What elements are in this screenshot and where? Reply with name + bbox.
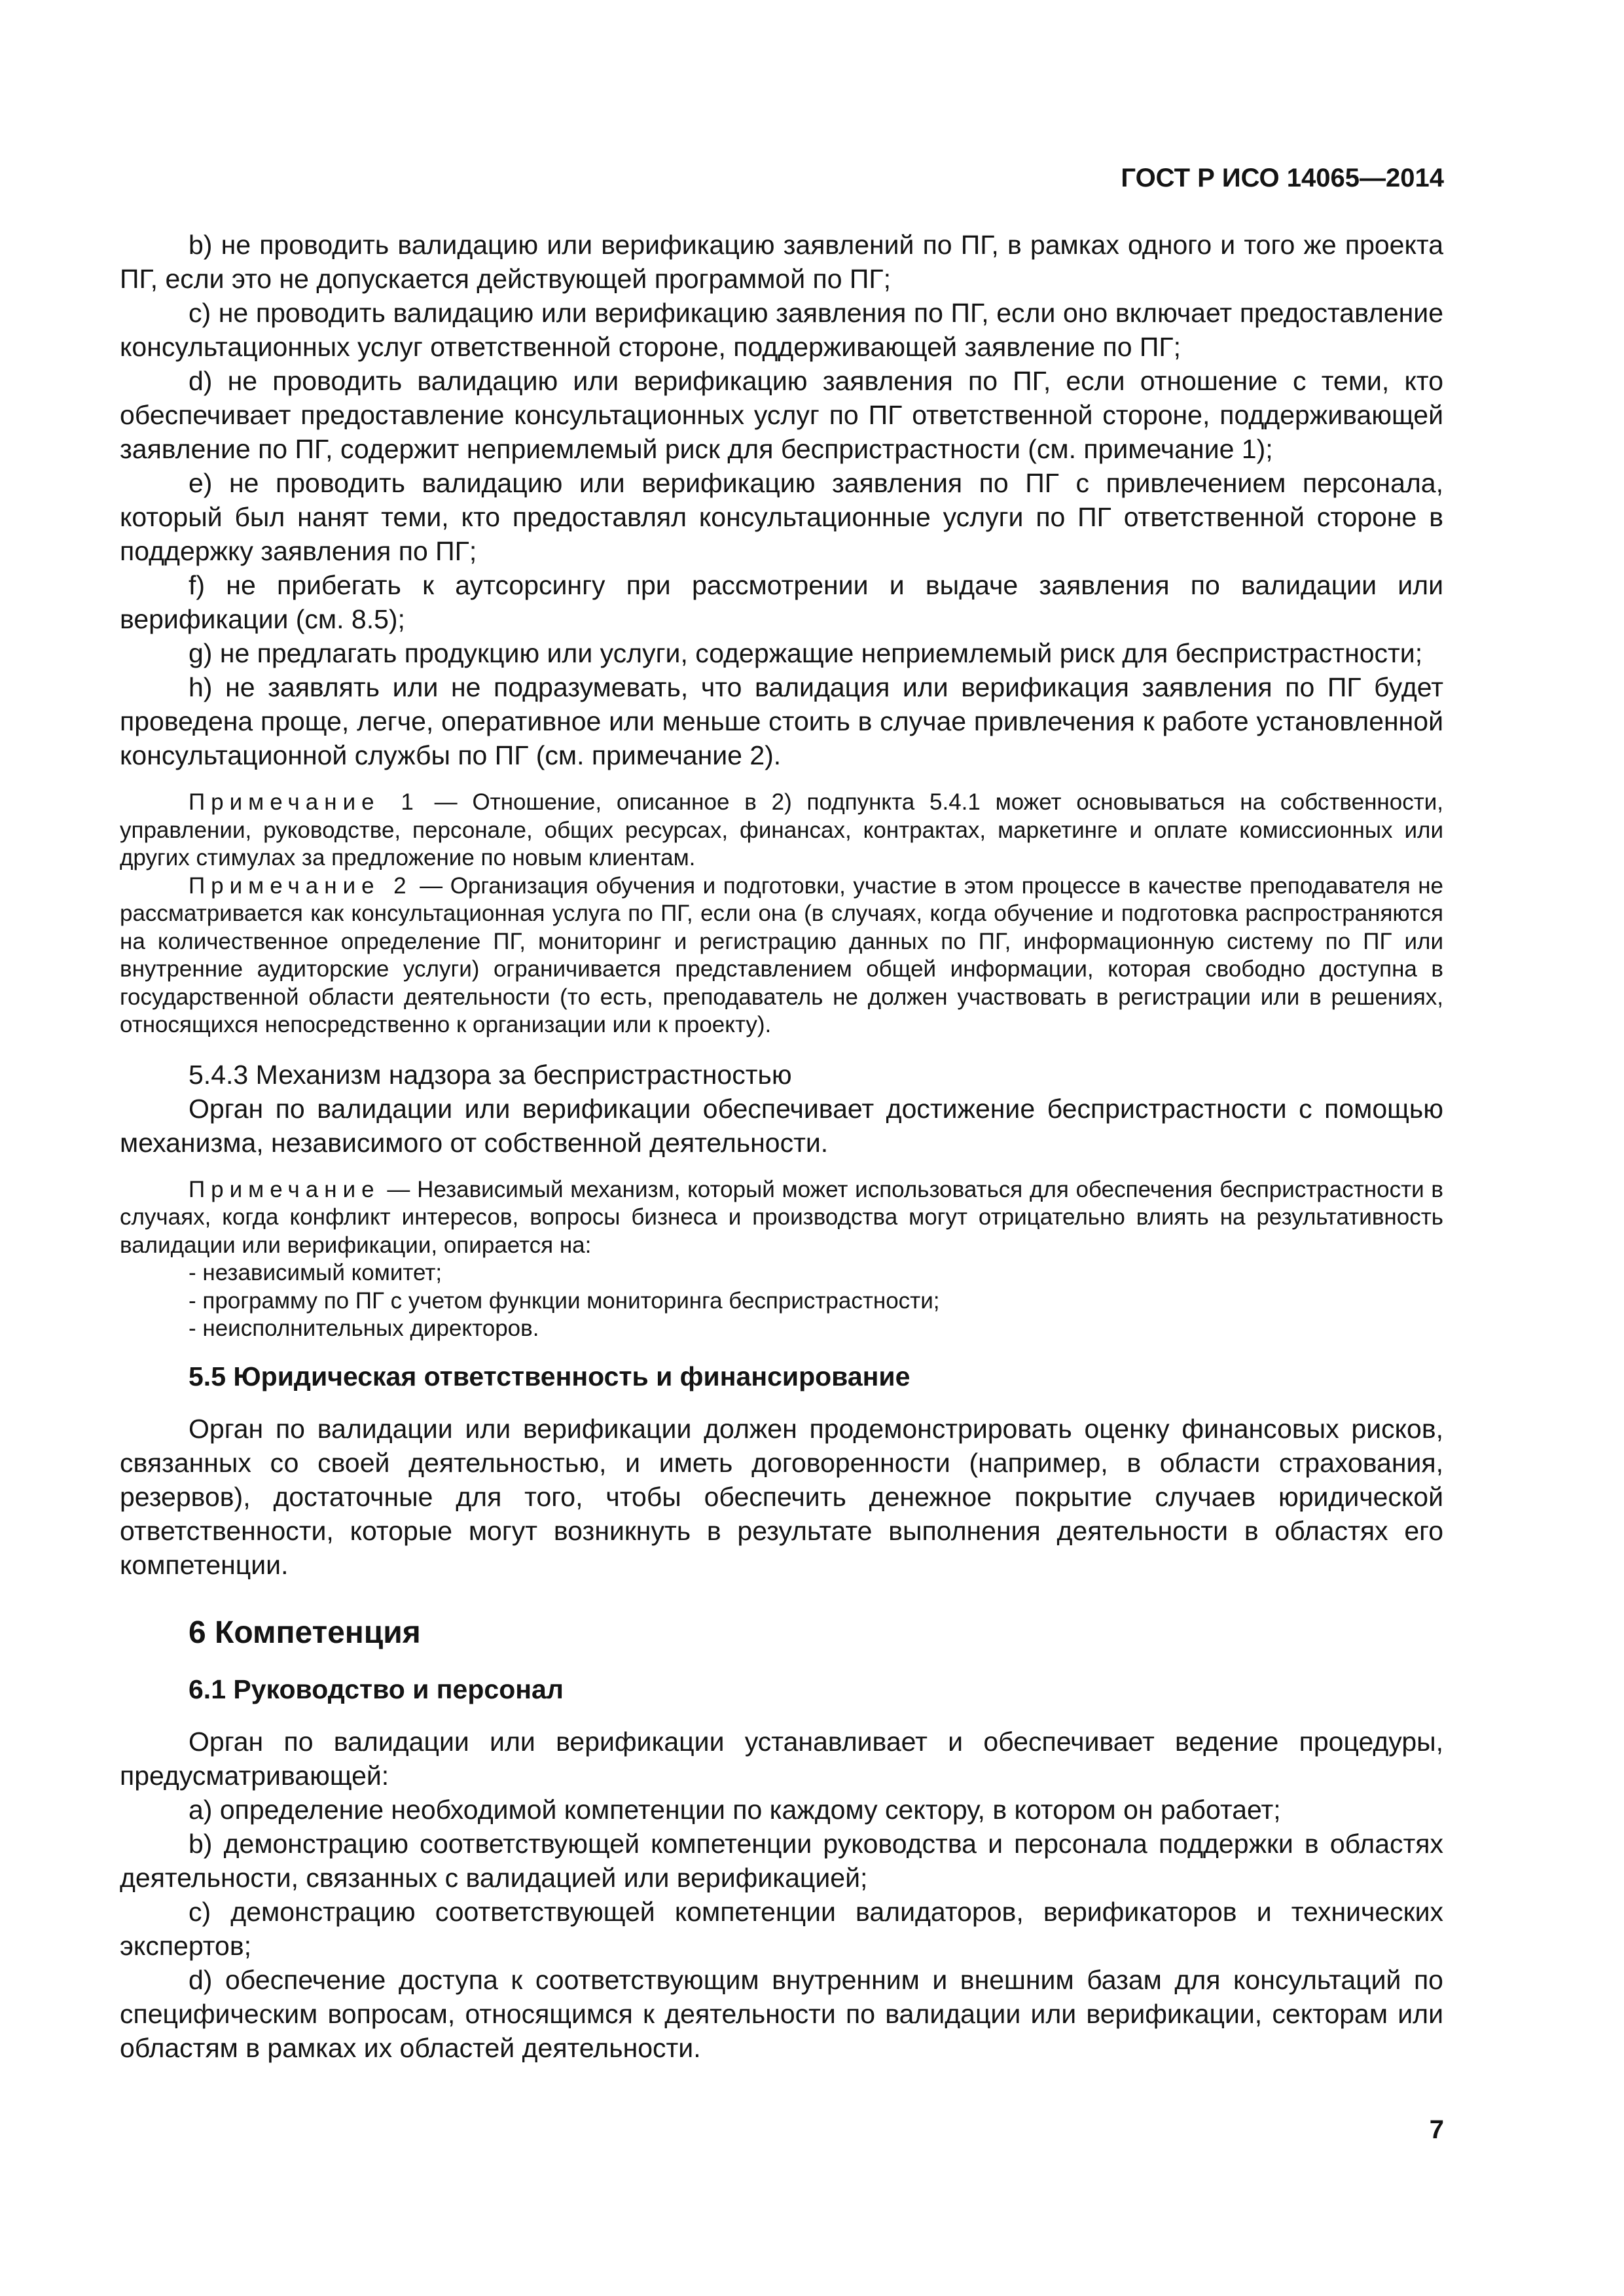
section-5-4-3-note-text: — Независимый механизм, который может использоваться для обеспечения беспристрастности в случаях, когда конфликт интересов, вопросы бизнеса и производства могут отрицательно влиять на результативность валидации или верификации, опирается на: — [120, 1176, 1443, 1258]
list-item-g: g) не предлагать продукцию или услуги, содержащие неприемлемый риск для беспристрастности; — [189, 638, 1423, 668]
note-list-item: - программу по ПГ с учетом функции мониторинга беспристрастности; — [189, 1287, 940, 1314]
list-item-f: f) не прибегать к аутсорсингу при рассмотрении и выдаче заявления по валидации или верификации (см. 8.5); — [120, 570, 1443, 634]
list-item-c: c) не проводить валидацию или верификацию заявления по ПГ, если оно включает предоставление консультационных услуг ответственной стороне, поддерживающей заявление по ПГ; — [120, 298, 1443, 362]
section-5-4-3-note-list — [120, 1259, 1443, 1343]
section-6-heading: 6 Компетенция — [189, 1615, 421, 1650]
section-5-4-3 — [120, 1058, 1443, 1343]
list-item-e: e) не проводить валидацию или верификацию заявления по ПГ с привлечением персонала, который был нанят теми, кто предоставлял консультационные услуги по ПГ ответственной стороне в поддержку заявления по ПГ; — [120, 468, 1443, 566]
note-1-label: Примечание 1 — [189, 789, 420, 815]
list-item-d: d) не проводить валидацию или верификацию заявления по ПГ, если отношение с теми, кто обеспечивает предоставление консультационных услуг по ПГ ответственной стороне, поддерживающей заявление по ПГ, содержит неприемлемый риск для беспристрастности (см. примечание 1); — [120, 366, 1443, 464]
section-5-5-heading: 5.5 Юридическая ответственность и финансирование — [189, 1361, 911, 1391]
list-item-b: b) не проводить валидацию или верификацию заявлений по ПГ, в рамках одного и того же проекта ПГ, если это не допускается действующей программой по ПГ; — [120, 230, 1443, 294]
note-1 — [120, 789, 1443, 872]
section-6-1-intro: Орган по валидации или верификации устанавливает и обеспечивает ведение процедуры, предусматривающей: — [120, 1726, 1443, 1791]
section-5-5-text: Орган по валидации или верификации должен продемонстрировать оценку финансовых рисков, связанных со своей деятельностью, и иметь договоренности (например, в области страхования, резервов), достаточные для того, чтобы обеспечить денежное покрытие случаев юридической ответственности, которые могут возникнуть в результате выполнения деятельности в областях его компетенции. — [120, 1413, 1443, 1580]
note-1-text: — Отношение, описанное в 2) подпункта 5.4.1 может основываться на собственности, управлении, руководстве, персонале, общих ресурсах, финансах, контрактах, маркетинге и оплате комиссионных или других стимулах за предложение по новым клиентам. — [120, 789, 1443, 870]
document-standard-number: ГОСТ Р ИСО 14065—2014 — [1121, 164, 1444, 192]
note-2-text: — Организация обучения и подготовки, участие в этом процессе в качестве преподавателя не рассматривается как консультационная услуга по ПГ, если она (в случаях, когда обучение и подготовка распространяются на количественное определение ПГ, мониторинг и регистрацию данных по ПГ, информационную систему по ПГ или внутренние аудиторские услуги) ограничивается представлением общей информации, которая свободно доступна в государственной области деятельности (то есть, преподаватель не должен участвовать в регистрации или в решениях, относящихся непосредственно к организации или к проекту). — [120, 872, 1443, 1037]
page-number: 7 — [1429, 2115, 1444, 2144]
note-list-item: - неисполнительных директоров. — [189, 1316, 539, 1341]
section-5-4-3-note-label: Примечание — [189, 1176, 380, 1202]
section-6-1-heading: 6.1 Руководство и персонал — [189, 1674, 564, 1704]
notes-block — [120, 789, 1443, 1039]
note-2-label: Примечание 2 — [189, 872, 412, 899]
section-6-1-item-c: c) демонстрацию соответствующей компетенции валидаторов, верификаторов и технических экспертов; — [120, 1896, 1443, 1961]
impartiality-requirements-list — [120, 228, 1443, 772]
list-item-h: h) не заявлять или не подразумевать, что валидация или верификация заявления по ПГ будет проведена проще, легче, оперативное или меньше стоить в случае привлечения к работе установленной консультационной службы по ПГ (см. примечание 2). — [120, 672, 1443, 770]
note-list-item: - независимый комитет; — [189, 1260, 442, 1285]
section-6-1-item-a: a) определение необходимой компетенции по каждому сектору, в котором он работает; — [189, 1794, 1281, 1825]
section-5-4-3-note — [120, 1176, 1443, 1343]
section-5-4-3-note-paragraph — [120, 1176, 1443, 1260]
page-body — [120, 228, 1443, 2065]
section-6-1-item-b: b) демонстрацию соответствующей компетенции руководства и персонала поддержки в областях деятельности, связанных с валидацией или верификацией; — [120, 1828, 1443, 1893]
section-6-1-item-d: d) обеспечение доступа к соответствующим внутренним и внешним базам для консультаций по специфическим вопросам, относящимся к деятельности по валидации или верификации, секторам или областям в рамках их областей деятельности. — [120, 1964, 1443, 2063]
section-5-4-3-text: Орган по валидации или верификации обеспечивает достижение беспристрастности с помощью механизма, независимого от собственной деятельности. — [120, 1093, 1443, 1158]
note-2 — [120, 872, 1443, 1039]
section-5-4-3-title: 5.4.3 Механизм надзора за беспристрастностью — [189, 1059, 792, 1090]
